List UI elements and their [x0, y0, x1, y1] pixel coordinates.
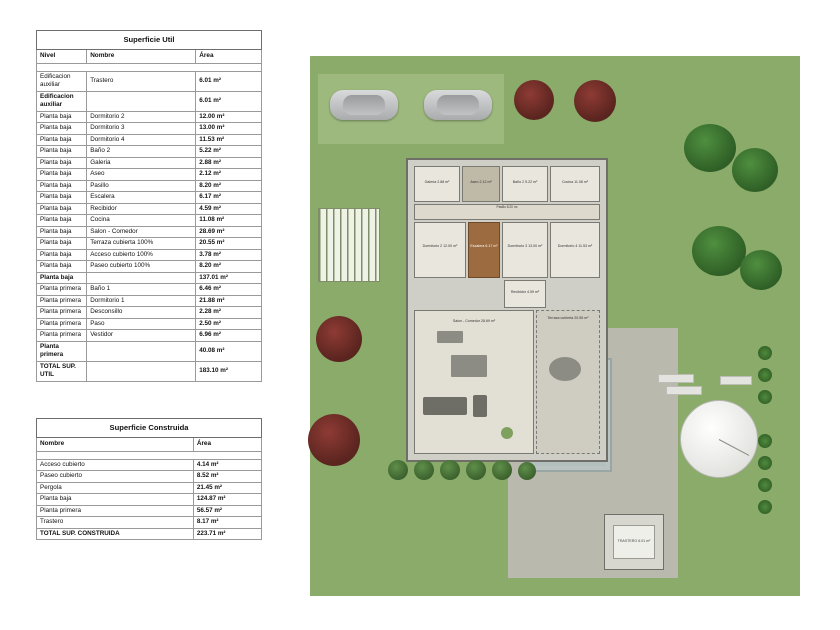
table-row: [37, 111, 262, 123]
cell-nombre: Pergola: [37, 482, 194, 494]
cell-nombre: Desconsillo: [87, 307, 196, 319]
table-row: [37, 471, 262, 483]
cell-nivel: Planta primera: [37, 284, 87, 296]
room-dormitorio4: [550, 222, 600, 278]
shrub-icon: [758, 500, 772, 514]
room-label: Pasillo 8.20 m²: [496, 205, 518, 210]
shrub-icon: [758, 346, 772, 360]
cell-nombre: Paseo cubierto: [37, 471, 194, 483]
room-label: Salon - Comedor 28.69 m²: [452, 318, 496, 323]
room-recibidor: [504, 280, 546, 308]
tree-icon: [692, 226, 746, 276]
room-label: Aseo 2.12 m²: [470, 179, 492, 184]
table-row: [37, 307, 262, 319]
table-row: [37, 295, 262, 307]
cell-area: 183.10 m²: [196, 361, 262, 381]
car-icon: [424, 90, 492, 120]
table-row-subtotal: [37, 341, 262, 361]
armchair-furniture: [473, 395, 487, 417]
cell-nivel: Planta baja: [37, 203, 87, 215]
cell-nombre: Paso: [87, 318, 196, 330]
table-row: [37, 215, 262, 227]
table-row: [37, 238, 262, 250]
cell-nivel: Edificacion auxiliar: [37, 91, 87, 111]
table-row: [37, 180, 262, 192]
tree-icon: [316, 316, 362, 362]
room-label: Cocina 11.08 m²: [561, 179, 589, 184]
shed-trastero: [604, 514, 664, 570]
bush-icon: [492, 460, 512, 480]
table-title-row: [37, 31, 262, 50]
table-title: Superficie Util: [37, 31, 262, 50]
room-salon-comedor: [414, 310, 534, 454]
cell-nivel: TOTAL SUP. UTIL: [37, 361, 87, 381]
cell-nivel: Edificacion auxiliar: [37, 71, 87, 91]
room-aseo: [462, 166, 500, 202]
cell-area: 2.12 m²: [196, 169, 262, 181]
cell-nivel: Planta baja: [37, 169, 87, 181]
table-row: [37, 123, 262, 135]
bush-icon: [466, 460, 486, 480]
cell-nombre: Terraza cubierta 100%: [87, 238, 196, 250]
table-row: [37, 146, 262, 158]
table-spacer: [37, 451, 262, 459]
room-label: Dormitorio 3 13.00 m²: [507, 243, 543, 248]
table-superficie-util: [36, 30, 262, 382]
table-header-row: [37, 438, 262, 452]
table-row: [37, 517, 262, 529]
room-label: Dormitorio 2 12.00 m²: [422, 243, 458, 248]
cell-nombre: [87, 361, 196, 381]
cell-nombre: Trastero: [37, 517, 194, 529]
cell-nivel: Planta primera: [37, 307, 87, 319]
patio-table-furniture: [549, 357, 581, 381]
room-label: Terraza cubierta 20.55 m²: [547, 315, 589, 320]
cell-nivel: Planta baja: [37, 157, 87, 169]
car-icon: [330, 90, 398, 120]
deck-plank: [720, 376, 752, 385]
cell-nombre: TOTAL SUP. CONSTRUIDA: [37, 528, 194, 540]
deck-plank: [658, 374, 694, 383]
cell-area: 5.22 m²: [196, 146, 262, 158]
table-title-row: [37, 418, 262, 437]
cell-area: 2.28 m²: [196, 307, 262, 319]
cell-nivel: Planta baja: [37, 272, 87, 284]
cell-nivel: Planta baja: [37, 238, 87, 250]
kitchen-counter-furniture: [437, 331, 463, 343]
cell-area: 21.88 m²: [196, 295, 262, 307]
sofa-furniture: [423, 397, 467, 415]
cell-nivel: Planta primera: [37, 295, 87, 307]
table-header-row: [37, 50, 262, 64]
cell-area: 2.50 m²: [196, 318, 262, 330]
shrub-icon: [758, 456, 772, 470]
cell-area: 2.88 m²: [196, 157, 262, 169]
room-dormitorio2: [414, 222, 466, 278]
table-spacer: [37, 63, 262, 71]
shrub-icon: [758, 434, 772, 448]
cell-area: 8.20 m²: [196, 261, 262, 273]
cell-area: 12.00 m²: [196, 111, 262, 123]
cell-nombre: Salon - Comedor: [87, 226, 196, 238]
bush-icon: [388, 460, 408, 480]
table-row: [37, 134, 262, 146]
stair-escalera: [468, 222, 500, 278]
tree-icon: [514, 80, 554, 120]
cell-nivel: Planta baja: [37, 192, 87, 204]
col-area: Área: [196, 50, 262, 64]
cell-area: 13.00 m²: [196, 123, 262, 135]
room-label: Baño 2 5.22 m²: [512, 179, 538, 184]
cell-area: 8.52 m²: [193, 471, 261, 483]
col-area: Área: [193, 438, 261, 452]
table-row-subtotal: [37, 91, 262, 111]
shrub-icon: [758, 390, 772, 404]
cell-area: 20.55 m²: [196, 238, 262, 250]
plant-decor: [501, 427, 513, 439]
cell-area: 11.08 m²: [196, 215, 262, 227]
bush-icon: [440, 460, 460, 480]
cell-nivel: Planta baja: [37, 146, 87, 158]
cell-area: 6.46 m²: [196, 284, 262, 296]
cell-area: 137.01 m²: [196, 272, 262, 284]
house-footprint: [406, 158, 608, 462]
cell-nivel: Planta baja: [37, 134, 87, 146]
cell-area: 28.69 m²: [196, 226, 262, 238]
cell-area: 21.45 m²: [193, 482, 261, 494]
table-row: [37, 459, 262, 471]
table-row: [37, 482, 262, 494]
cell-area: 3.78 m²: [196, 249, 262, 261]
room-label: Galeria 2.88 m²: [424, 179, 450, 184]
cell-nombre: [87, 91, 196, 111]
cell-area: 124.87 m²: [193, 494, 261, 506]
cell-area: 4.59 m²: [196, 203, 262, 215]
cell-nombre: Baño 2: [87, 146, 196, 158]
bush-icon: [414, 460, 434, 480]
cell-area: 223.71 m²: [193, 528, 261, 540]
table-row: [37, 203, 262, 215]
table-superficie-construida: [36, 418, 262, 540]
table-row: [37, 318, 262, 330]
shrub-icon: [758, 478, 772, 492]
cell-nombre: Planta baja: [37, 494, 194, 506]
cell-area: 6.17 m²: [196, 192, 262, 204]
table-row: [37, 284, 262, 296]
cell-nombre: Acceso cubierto 100%: [87, 249, 196, 261]
street-top: [310, 28, 800, 56]
cell-area: 6.96 m²: [196, 330, 262, 342]
table-title: Superficie Construida: [37, 418, 262, 437]
cell-nombre: Galeria: [87, 157, 196, 169]
room-label: Dormitorio 4 11.53 m²: [557, 243, 593, 248]
cell-nombre: Pasillo: [87, 180, 196, 192]
cell-area: 8.20 m²: [196, 180, 262, 192]
site-plan: [288, 28, 804, 602]
cell-nombre: Planta primera: [37, 505, 194, 517]
tree-icon: [740, 250, 782, 290]
fence-hatch: [318, 208, 380, 282]
cell-nombre: Trastero: [87, 71, 196, 91]
cell-area: 4.14 m²: [193, 459, 261, 471]
table-row: [37, 157, 262, 169]
cell-nombre: [87, 272, 196, 284]
table-row: [37, 505, 262, 517]
cell-nombre: Paseo cubierto 100%: [87, 261, 196, 273]
cell-area: 40.08 m²: [196, 341, 262, 361]
cell-nombre: Vestidor: [87, 330, 196, 342]
table-row: [37, 169, 262, 181]
cell-nivel: Planta baja: [37, 123, 87, 135]
room-pasillo: [414, 204, 600, 220]
cell-nombre: Dormitorio 3: [87, 123, 196, 135]
cell-nivel: Planta primera: [37, 318, 87, 330]
cell-nombre: Cocina: [87, 215, 196, 227]
room-terraza-cubierta: [536, 310, 600, 454]
cell-nivel: Planta baja: [37, 249, 87, 261]
area-tables: [36, 30, 262, 540]
table-row: [37, 192, 262, 204]
cell-nombre: Aseo: [87, 169, 196, 181]
cell-area: 8.17 m²: [193, 517, 261, 529]
table-row: [37, 226, 262, 238]
col-nombre: Nombre: [37, 438, 194, 452]
room-galeria: [414, 166, 460, 202]
room-label: Escalera 6.17 m²: [470, 243, 498, 248]
table-row: [37, 71, 262, 91]
tree-icon: [308, 414, 360, 466]
cell-nombre: Dormitorio 1: [87, 295, 196, 307]
dining-table-furniture: [451, 355, 487, 377]
table-row-subtotal: [37, 272, 262, 284]
cell-area: 6.01 m²: [196, 71, 262, 91]
deck-plank: [666, 386, 702, 395]
room-bano2: [502, 166, 548, 202]
table-row: [37, 494, 262, 506]
shed-label: TRASTERO 6.01 m²: [617, 538, 651, 543]
cell-nivel: Planta baja: [37, 215, 87, 227]
tree-icon: [684, 124, 736, 172]
table-row: [37, 261, 262, 273]
cell-nivel: Planta baja: [37, 180, 87, 192]
cell-nivel: Planta primera: [37, 341, 87, 361]
table-row-total: [37, 361, 262, 381]
bush-icon: [518, 462, 536, 480]
cell-nombre: [87, 341, 196, 361]
table-row: [37, 330, 262, 342]
street-left: [288, 28, 310, 602]
cell-nombre: Dormitorio 2: [87, 111, 196, 123]
tree-icon: [574, 80, 616, 122]
cell-area: 11.53 m²: [196, 134, 262, 146]
col-nivel: Nivel: [37, 50, 87, 64]
cell-nivel: Planta baja: [37, 261, 87, 273]
cell-nivel: Planta baja: [37, 111, 87, 123]
cell-area: 6.01 m²: [196, 91, 262, 111]
gazebo-circle: [680, 400, 758, 478]
cell-nombre: Escalera: [87, 192, 196, 204]
cell-nombre: Recibidor: [87, 203, 196, 215]
cell-nombre: Baño 1: [87, 284, 196, 296]
shrub-icon: [758, 368, 772, 382]
cell-nombre: Dormitorio 4: [87, 134, 196, 146]
table-row: [37, 249, 262, 261]
cell-nivel: Planta primera: [37, 330, 87, 342]
room-label: Recibidor 4.59 m²: [510, 290, 540, 295]
cell-nivel: Planta baja: [37, 226, 87, 238]
room-cocina: [550, 166, 600, 202]
room-dormitorio3: [502, 222, 548, 278]
cell-nombre: Acceso cubierto: [37, 459, 194, 471]
cell-area: 56.57 m²: [193, 505, 261, 517]
table-row-total: [37, 528, 262, 540]
col-nombre: Nombre: [87, 50, 196, 64]
tree-icon: [732, 148, 778, 192]
